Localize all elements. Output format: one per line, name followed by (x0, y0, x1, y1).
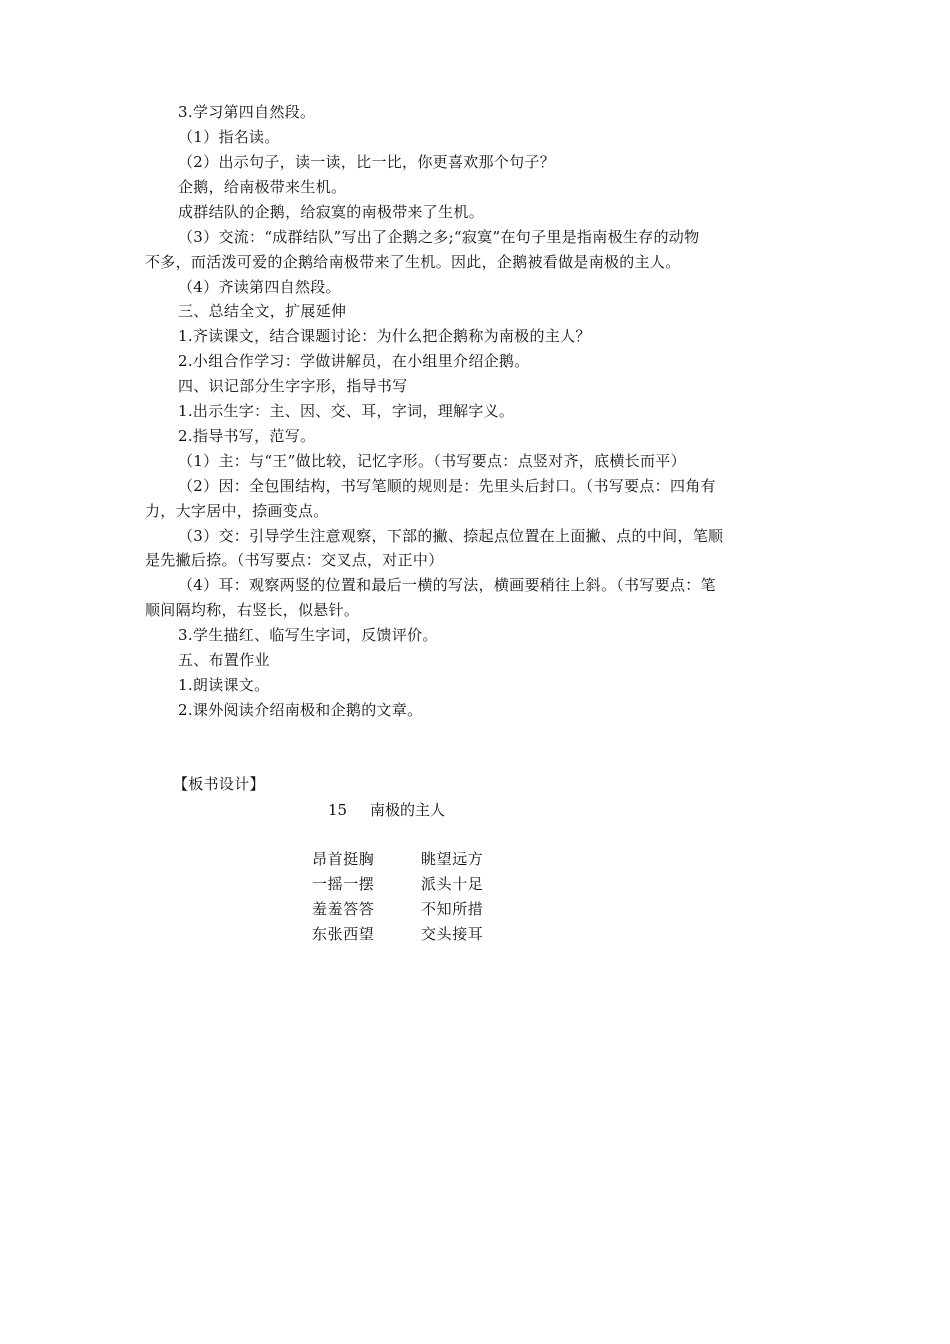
board-word: 东张西望 (312, 925, 375, 943)
text-line: 3.学生描红、临写生字词，反馈评价。 (178, 626, 438, 644)
board-word: 派头十足 (421, 875, 484, 893)
board-word: 羞羞答答 (312, 900, 375, 918)
section-heading: 三、总结全文，扩展延伸 (178, 302, 347, 320)
lesson-title-text: 南极的主人 (370, 801, 446, 819)
board-word: 交头接耳 (421, 925, 484, 943)
text-line: 2.课外阅读介绍南极和企鹅的文章。 (178, 701, 423, 719)
lesson-title (328, 799, 445, 821)
section-heading: 五、布置作业 (178, 651, 270, 669)
text-line: （3）交：引导学生注意观察，下部的撇、捺起点位置在上面撇、点的中间，笔顺 (178, 527, 724, 545)
text-line: 是先撇后捺。（书写要点：交叉点，对正中） (145, 551, 444, 569)
text-line: 企鹅，给南极带来生机。 (178, 178, 347, 196)
text-line: 不多，而活泼可爱的企鹅给南极带来了生机。因此，企鹅被看做是南极的主人。 (145, 253, 681, 271)
text-line: 顺间隔均称，右竖长，似悬针。 (145, 601, 360, 619)
section-heading: 四、识记部分生字字形，指导书写 (178, 377, 408, 395)
text-line: （3）交流：“成群结队”写出了企鹅之多;“寂寞”在句子里是指南极生存的动物 (178, 228, 700, 246)
text-line: （1）主：与“王”做比较，记忆字形。（书写要点：点竖对齐，底横长而平） (178, 452, 686, 470)
text-line: （4）耳：观察两竖的位置和最后一横的写法，横画要稍往上斜。（书写要点：笔 (178, 576, 716, 594)
text-line: 2.小组合作学习：学做讲解员，在小组里介绍企鹅。 (178, 352, 530, 370)
text-line: 3.学习第四自然段。 (178, 103, 316, 121)
board-word: 不知所措 (421, 900, 484, 918)
text-line: （4）齐读第四自然段。 (178, 278, 341, 296)
text-line: 2.指导书写，范写。 (178, 427, 316, 445)
text-line: 1.朗读课文。 (178, 676, 270, 694)
board-design-heading: 【板书设计】 (173, 775, 265, 793)
text-line: 1.齐读课文，结合课题讨论：为什么把企鹅称为南极的主人？ (178, 327, 591, 345)
lesson-number: 15 (328, 801, 348, 819)
board-word: 昂首挺胸 (312, 850, 375, 868)
text-line: （1）指名读。 (178, 128, 280, 146)
text-line: 1.出示生字：主、因、交、耳，字词，理解字义。 (178, 402, 515, 420)
board-word: 一摇一摆 (312, 875, 375, 893)
text-line: （2）出示句子，读一读，比一比，你更喜欢那个句子？ (178, 153, 556, 171)
text-line: （2）因：全包围结构，书写笔顺的规则是：先里头后封口。（书写要点：四角有 (178, 477, 716, 495)
board-word: 眺望远方 (421, 850, 484, 868)
text-line: 成群结队的企鹅，给寂寞的南极带来了生机。 (178, 203, 485, 221)
text-line: 力，大字居中，捺画变点。 (145, 502, 329, 520)
